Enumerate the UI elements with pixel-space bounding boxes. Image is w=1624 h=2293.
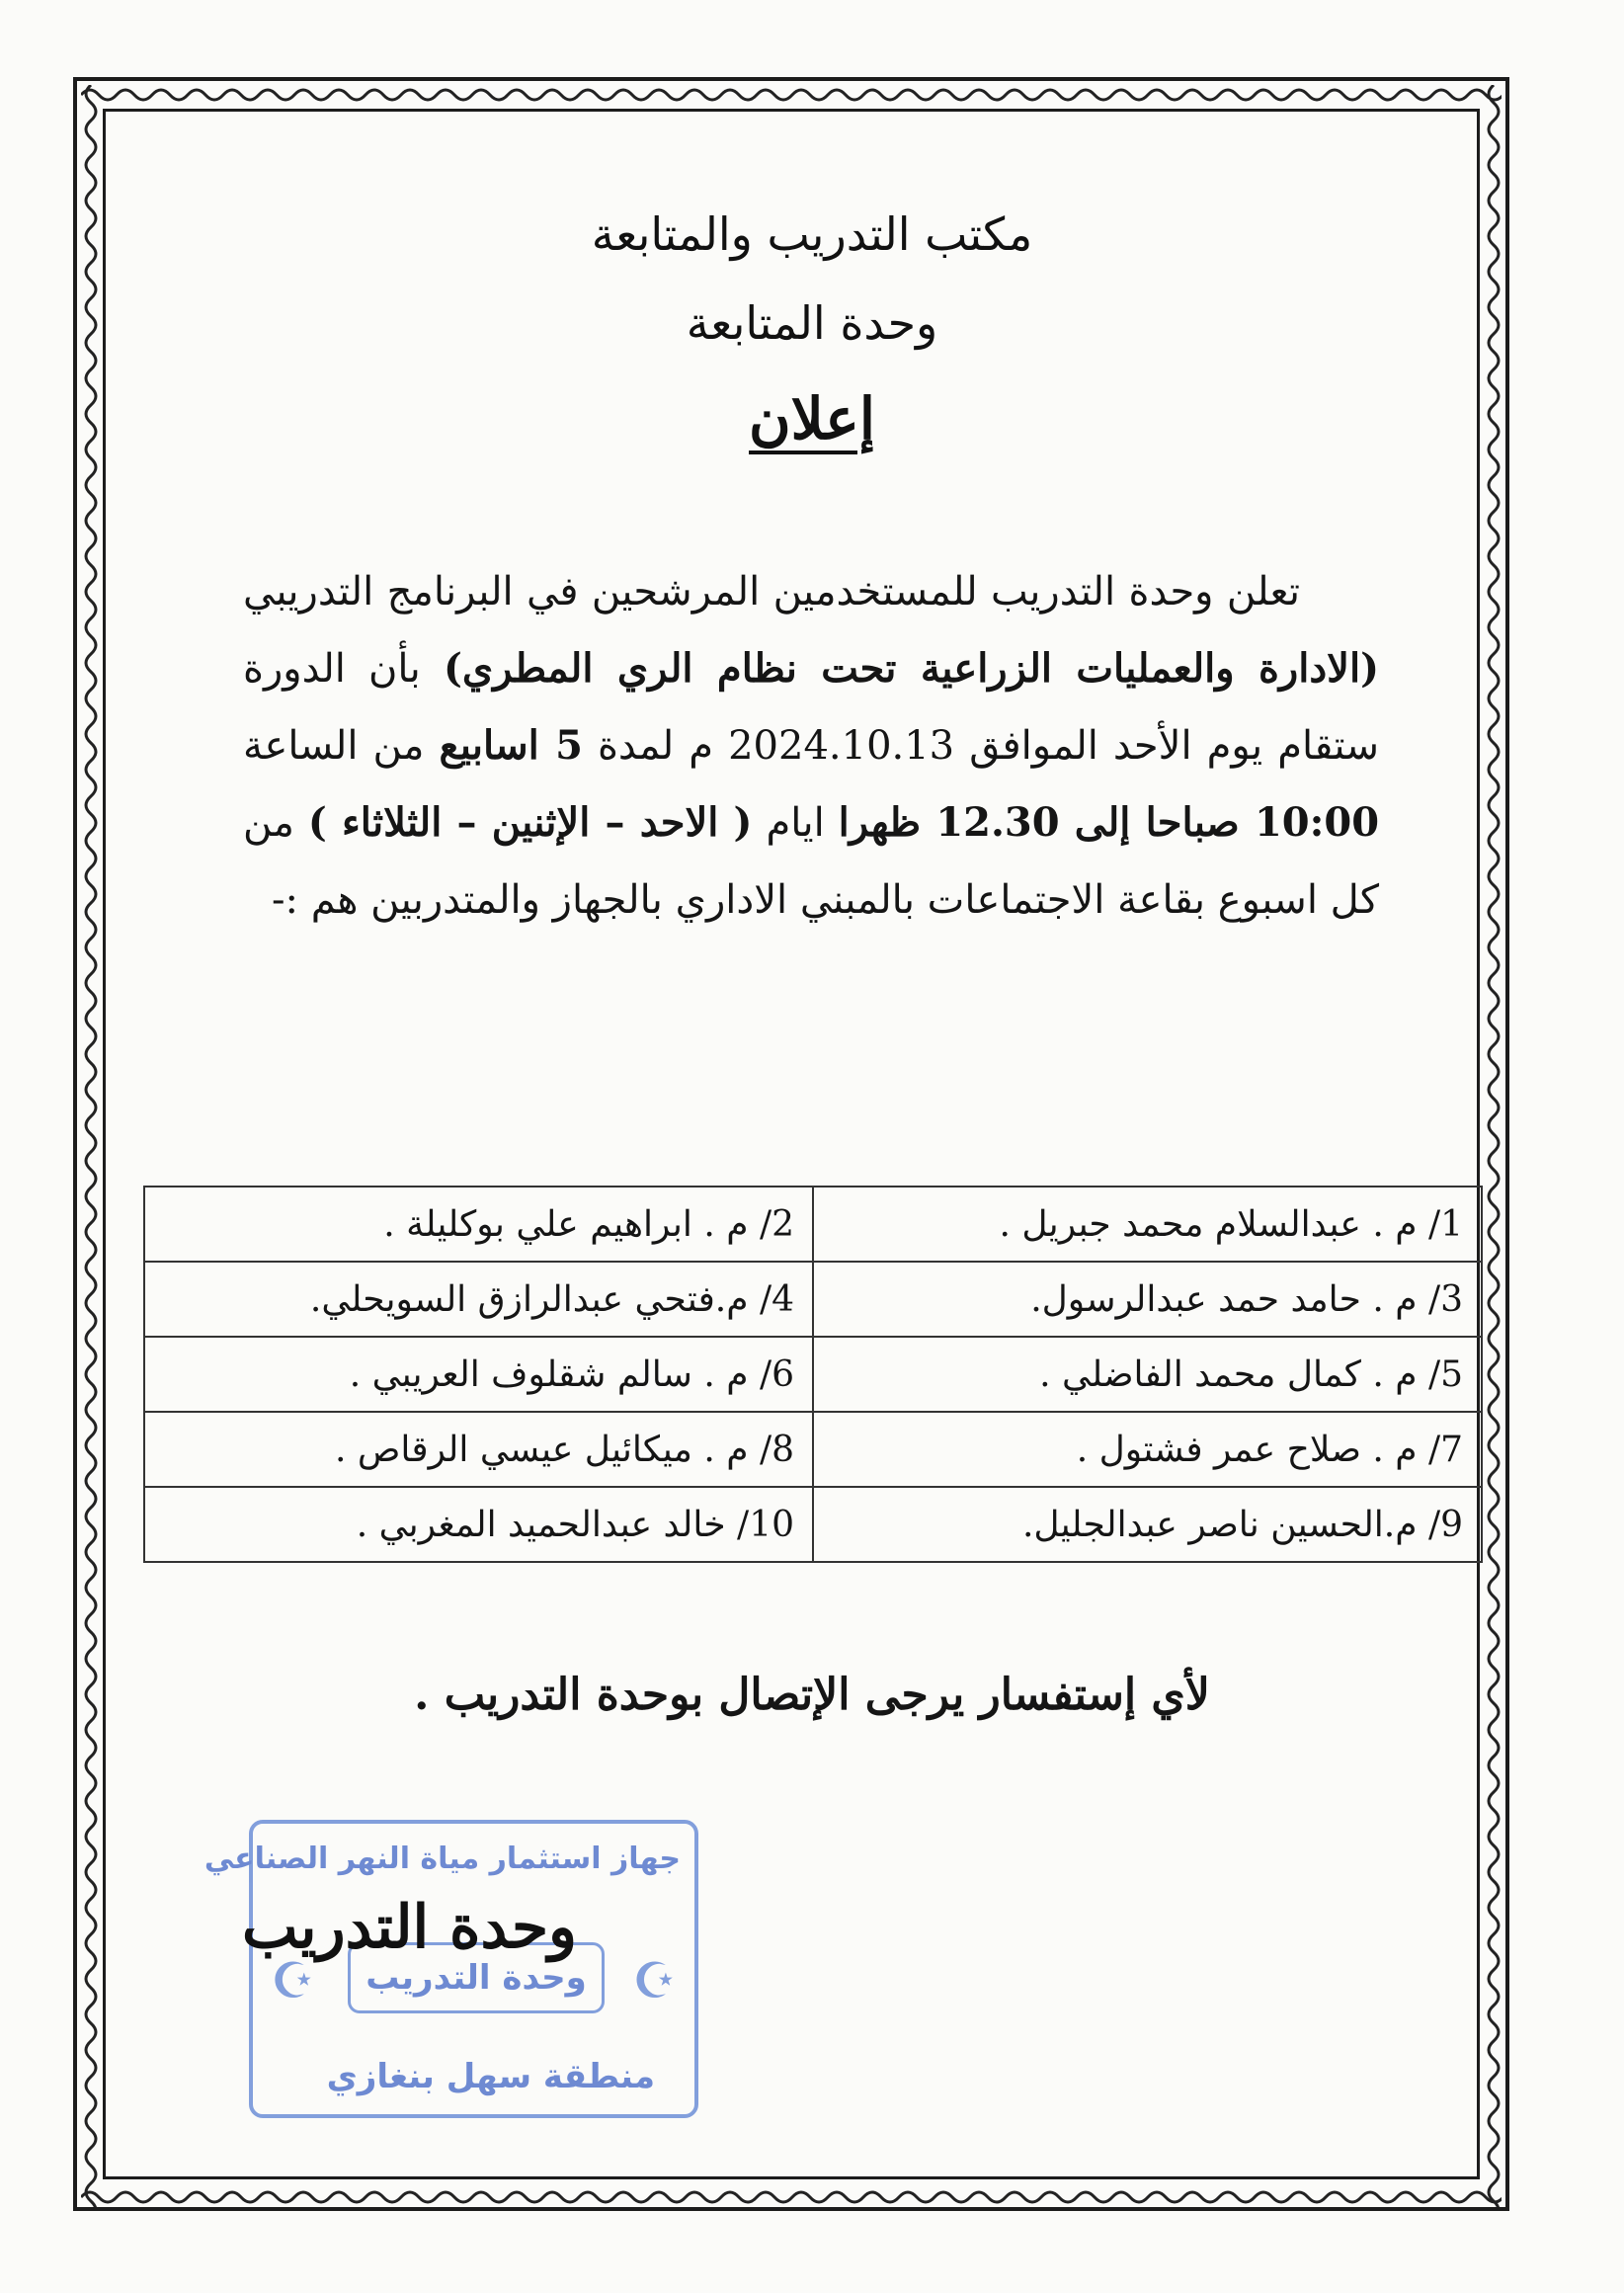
trainee-cell: 10/ خالد عبدالحميد المغربي .: [144, 1487, 813, 1562]
trainee-cell: 6/ م . سالم شقلوف العريبي .: [144, 1337, 813, 1412]
trainee-cell: 8/ م . ميكائيل عيسي الرقاص .: [144, 1412, 813, 1487]
unit-heading: وحدة المتابعة: [686, 296, 938, 350]
table-row: [144, 1412, 1482, 1487]
body-days-label: ايام: [766, 800, 825, 846]
body-location: من كل اسبوع بقاعة الاجتماعات بالمبني الاداري بالجهاز والمتدربين هم :-: [243, 800, 1379, 923]
table-row: [144, 1487, 1482, 1562]
body-intro: تعلن وحدة التدريب للمستخدمين المرشحين في البرنامج التدريبي: [243, 569, 1300, 614]
contact-note: لأي إستفسار يرجى الإتصال بوحدة التدريب .: [414, 1670, 1210, 1720]
stamp-middle-text: وحدة التدريب: [348, 1942, 605, 2013]
stamp-bottom-text: منطقة سهل بنغازي: [326, 2057, 655, 2096]
table-row: [144, 1337, 1482, 1412]
stamp-top-text: جهاز استثمار مياة النهر الصناعي: [203, 1842, 681, 1876]
trainee-cell: 9/ م.الحسين ناصر عبدالجليل.: [813, 1487, 1482, 1562]
trainee-cell: 4/ م.فتحي عبدالرازق السويحلي.: [144, 1262, 813, 1337]
announcement-title: إعلان: [749, 385, 875, 452]
table-row: [144, 1262, 1482, 1337]
table-row: [144, 1187, 1482, 1262]
trainees-table: [143, 1186, 1483, 1563]
official-stamp: [203, 1820, 698, 2118]
body-schedule: بأن الدورة ستقام يوم الأحد الموافق 2024.10.13 م لمدة: [243, 646, 1380, 769]
body-from-hour: من الساعة: [243, 723, 425, 769]
crescent-star-icon: ☪: [632, 1952, 677, 2009]
trainee-cell: 1/ م . عبدالسلام محمد جبريل .: [813, 1187, 1482, 1262]
trainee-cell: 5/ م . كمال محمد الفاضلي .: [813, 1337, 1482, 1412]
course-time: 10:00 صباحا إلى 12.30 ظهرا: [838, 799, 1380, 846]
course-days: ( الاحد – الإثنين – الثلاثاء ): [307, 799, 753, 846]
trainee-cell: 3/ م . حامد حمد عبدالرسول.: [813, 1262, 1482, 1337]
program-name: (الادارة والعمليات الزراعية تحت نظام الري المطري): [443, 645, 1380, 692]
trainee-cell: 7/ م . صلاح عمر فشتول .: [813, 1412, 1482, 1487]
signature-unit: وحدة التدريب: [242, 1893, 578, 1962]
announcement-body: [243, 553, 1379, 939]
trainee-cell: 2/ م . ابراهيم علي بوكليلة .: [144, 1187, 813, 1262]
course-duration: 5 اسابيع: [439, 722, 583, 769]
office-heading: مكتب التدريب والمتابعة: [591, 207, 1033, 261]
crescent-star-icon: ☪: [271, 1952, 315, 2009]
